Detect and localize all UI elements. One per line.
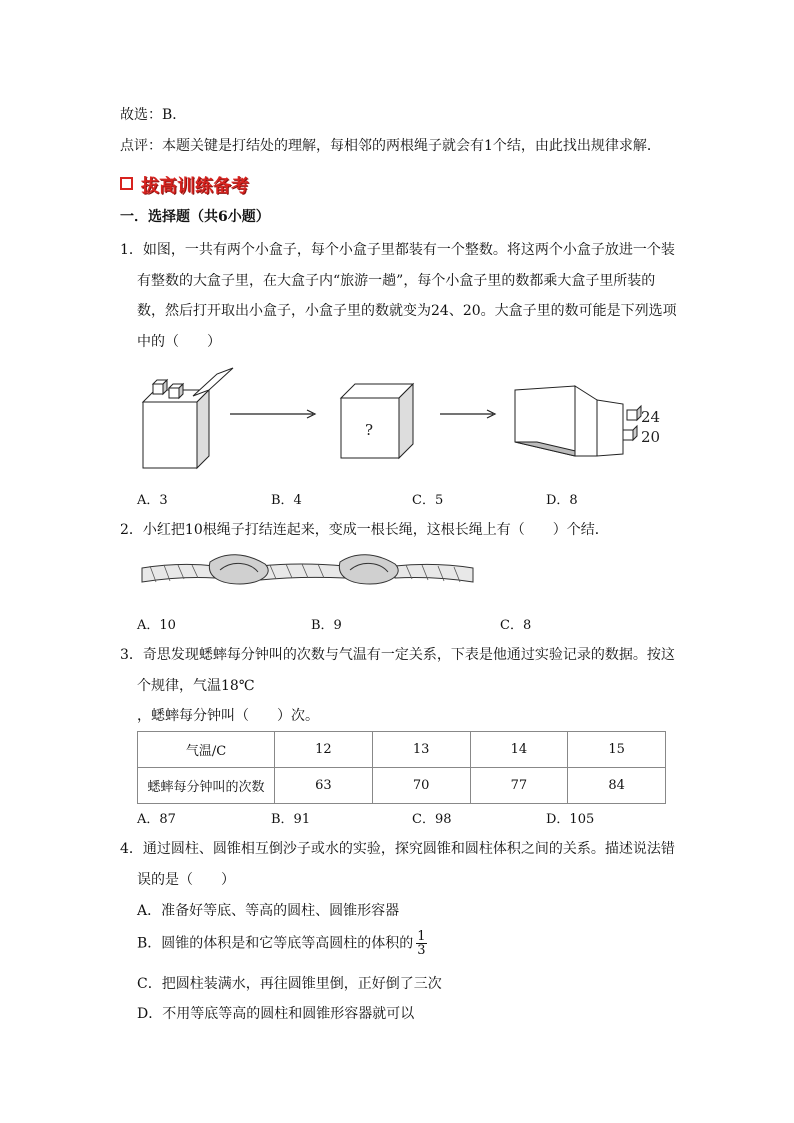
q4-option-d[interactable]: D．不用等底等高的圆柱和圆锥形容器就可以: [137, 1006, 415, 1022]
arrow-right-icon: [230, 410, 315, 418]
closed-box-icon: [341, 384, 413, 458]
arrow-right-icon: [440, 410, 495, 418]
q2-option-b[interactable]: B．9: [311, 618, 342, 633]
fraction-numerator: 1: [417, 929, 426, 944]
q3-option-a[interactable]: A．87: [137, 812, 176, 827]
table-cell: 15: [568, 732, 666, 768]
table-row: [138, 732, 666, 768]
previous-answer: 故选：B．: [120, 107, 187, 123]
q1-option-b[interactable]: B．4: [271, 493, 302, 508]
table-cell: 70: [372, 768, 470, 804]
q1-line3: 数，然后打开取出小盒子，小盒子里的数就变为24、20。大盒子里的数可能是下列选项: [137, 303, 677, 319]
q3-line2: 个规律，气温18℃: [137, 678, 255, 694]
q1-box-figure: [135, 360, 695, 480]
result-label-20: 20: [641, 428, 661, 446]
fraction-one-third: [416, 930, 426, 957]
square-bullet-icon: [120, 177, 133, 190]
table-header-temperature: 气温/C: [138, 732, 275, 768]
q3-option-c[interactable]: C．98: [412, 812, 452, 827]
q1-option-c[interactable]: C．5: [412, 493, 444, 508]
q2-option-a[interactable]: A．10: [137, 618, 176, 633]
previous-comment: 点评：本题关键是打结处的理解，每相邻的两根绳子就会有1个结，由此找出规律求解．: [120, 138, 661, 154]
opened-box-icon: [515, 386, 641, 456]
q1-option-a[interactable]: A．3: [137, 493, 168, 508]
result-label-24: 24: [641, 408, 661, 426]
table-cell: 13: [372, 732, 470, 768]
table-header-chirps: 蟋蟀每分钟叫的次数: [138, 768, 275, 804]
q1-line1: 1．如图，一共有两个小盒子，每个小盒子里都装有一个整数。将这两个小盒子放进一个装: [120, 242, 675, 258]
table-cell: 84: [568, 768, 666, 804]
section-heading: [120, 172, 249, 198]
q1-line2: 有整数的大盒子里，在大盒子内“旅游一趟”，每个小盒子里的数都乘大盒子里所装的: [137, 273, 656, 289]
q1-line4: 中的（ ）: [137, 334, 221, 350]
part-title: 一．选择题（共6小题）: [120, 209, 270, 225]
section-title: 拔高训练备考: [141, 176, 249, 197]
fraction-denominator: 3: [417, 943, 426, 958]
question-mark-label: ?: [365, 421, 374, 439]
q4-option-c[interactable]: C．把圆柱装满水，再往圆锥里倒，正好倒了三次: [137, 976, 442, 992]
q2-line1: 2．小红把10根绳子打结连起来，变成一根长绳，这根长绳上有（ ）个结．: [120, 522, 609, 538]
q4-option-b[interactable]: [137, 930, 427, 957]
q3-option-b[interactable]: B．91: [271, 812, 311, 827]
q3-option-d[interactable]: D．105: [546, 812, 595, 827]
table-cell: 77: [470, 768, 568, 804]
q4-line1: 4．通过圆柱、圆锥相互倒沙子或水的实验，探究圆锥和圆柱体积之间的关系。描述说法错: [120, 841, 675, 857]
q4-option-a[interactable]: A．准备好等底、等高的圆柱、圆锥形容器: [137, 903, 400, 919]
knotted-rope-figure: [140, 548, 475, 598]
q4-option-b-text: B．圆锥的体积是和它等底等高圆柱的体积的: [137, 935, 414, 952]
cricket-data-table: [137, 731, 666, 804]
q3-line1: 3．奇思发现蟋蟀每分钟叫的次数与气温有一定关系，下表是他通过实验记录的数据。按这: [120, 647, 675, 663]
q3-line3: ，蟋蟀每分钟叫（ ）次。: [137, 708, 319, 724]
table-row: [138, 768, 666, 804]
table-cell: 12: [275, 732, 373, 768]
open-box-icon: [143, 368, 233, 468]
table-cell: 63: [275, 768, 373, 804]
q1-option-d[interactable]: D．8: [546, 493, 578, 508]
table-cell: 14: [470, 732, 568, 768]
q2-option-c[interactable]: C．8: [500, 618, 532, 633]
q4-line2: 误的是（ ）: [137, 872, 235, 888]
